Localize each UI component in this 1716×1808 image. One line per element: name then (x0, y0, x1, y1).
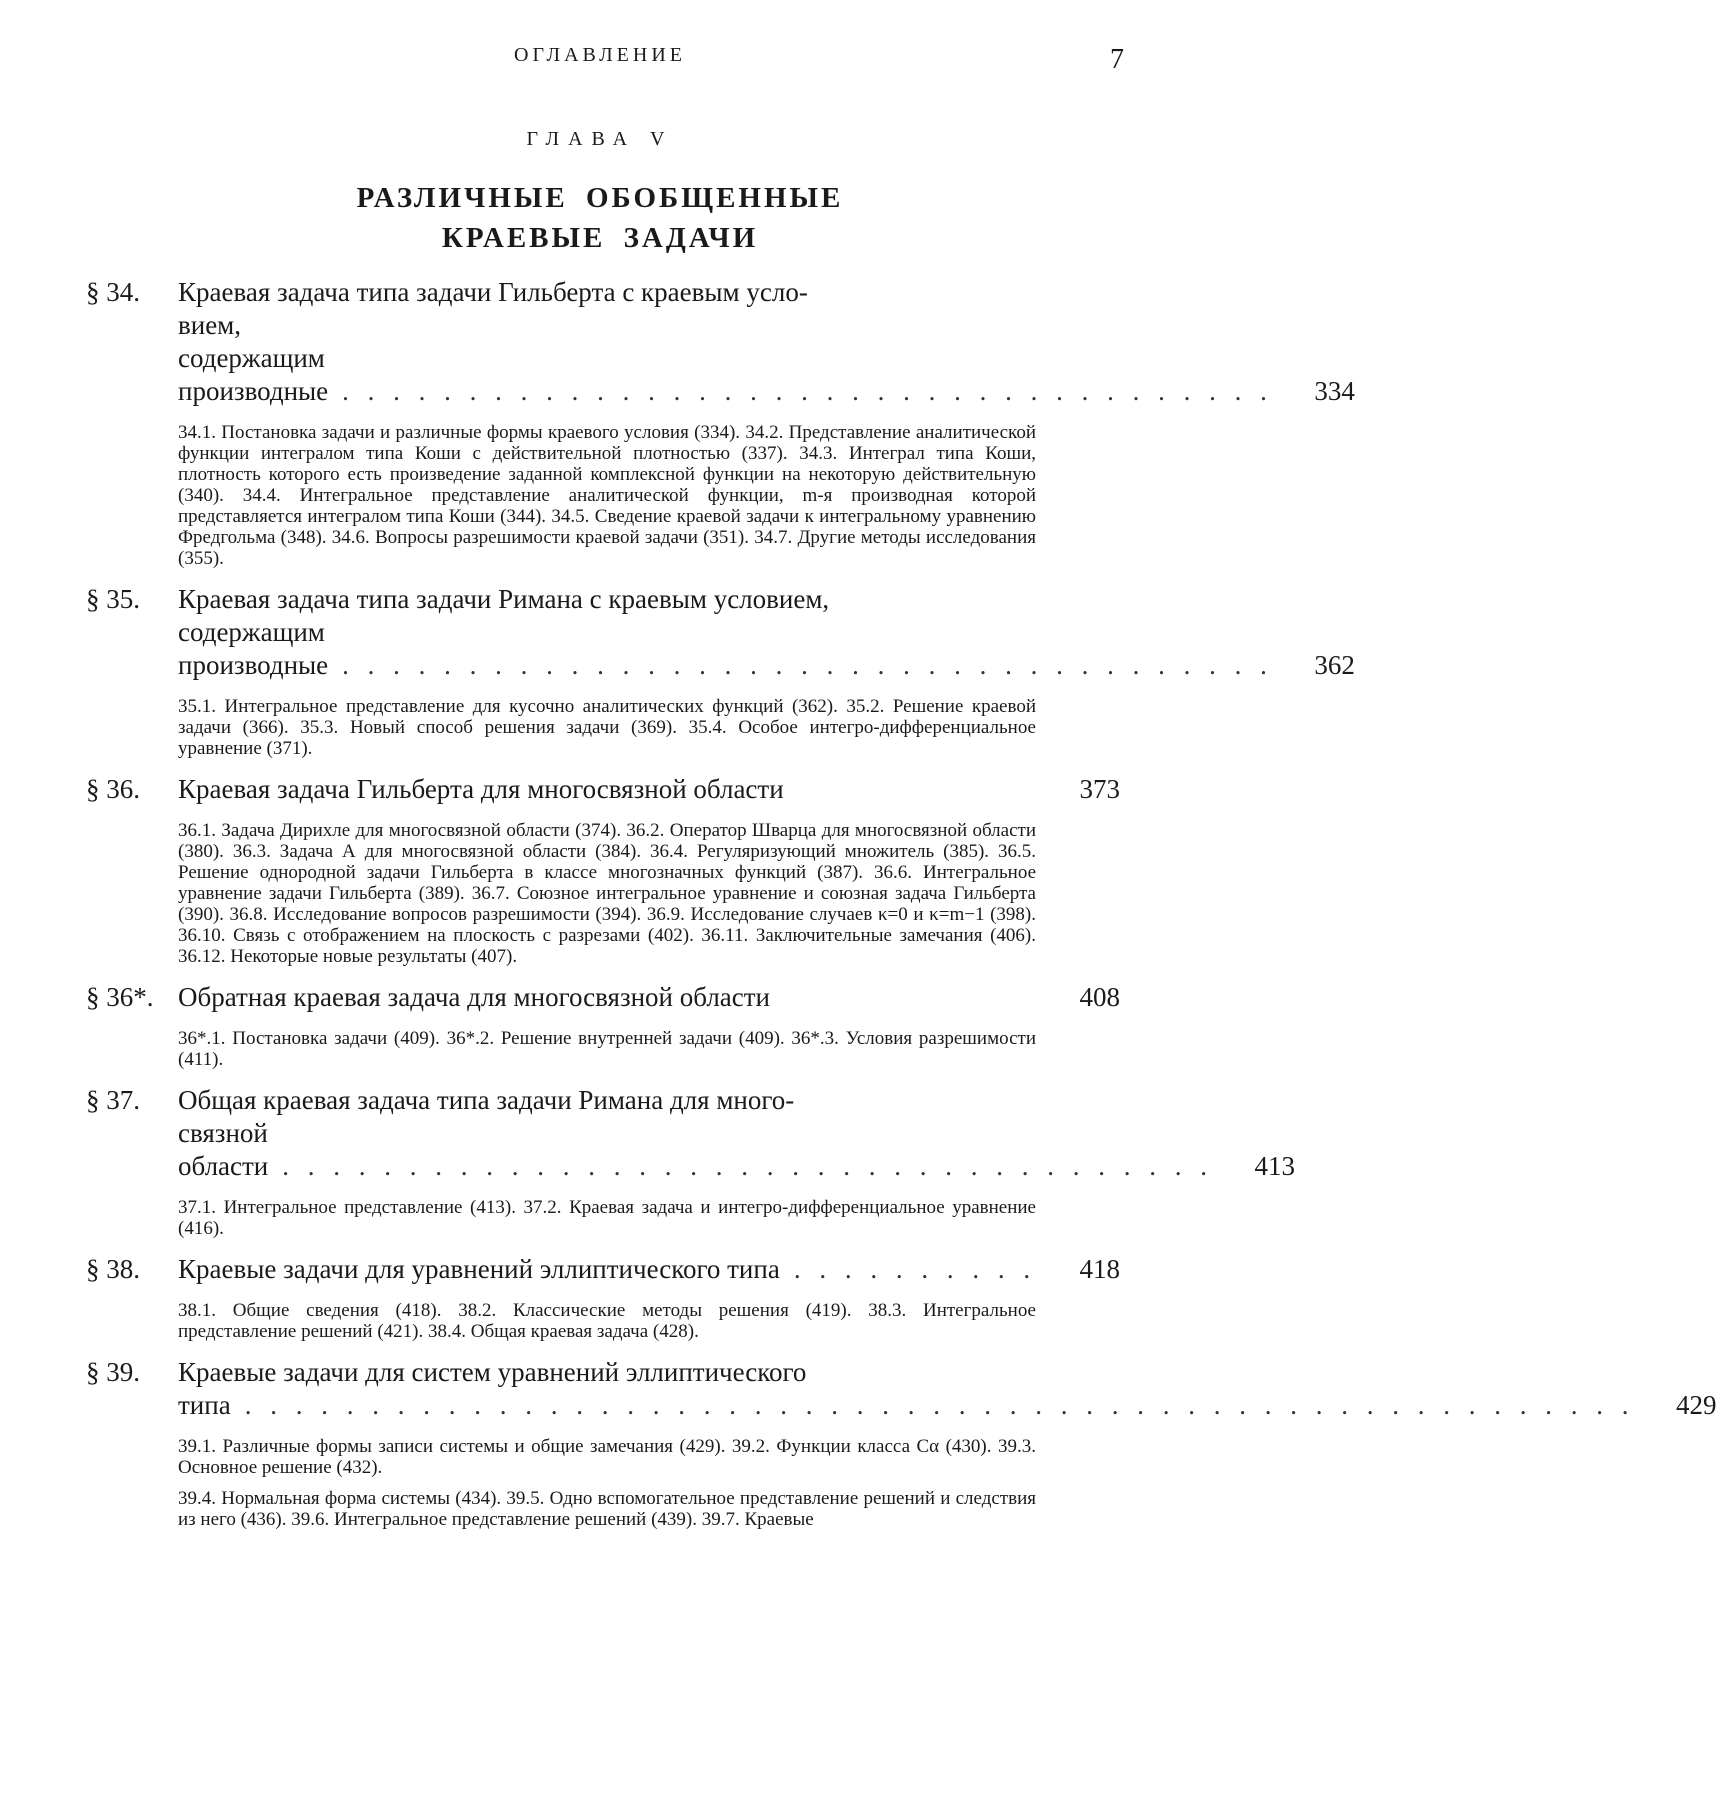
section-subtopics: 36.1. Задача Дирихле для многосвязной области (374). 36.2. Оператор Шварца для многосвязной области (380). 36.3. Задача А для многосвязной области (384). 36.4. Регуляризующий множитель (385). 36.5. Решение однородной задачи Гильберта в классе многозначных функций (387). 36.6. Интегральное уравнение задачи Гильберта (389). 36.7. Союзное интегральное уравнение и союзная задача Гильберта (390). 36.8. Исследование вопросов разрешимости (394). 36.9. Исследование случаев κ=0 и κ=m−1 (398). 36.10. Связь с отображением на плоскость с разрезами (402). 36.11. Заключительные замечания (406). 36.12. Некоторые новые результаты (407). (178, 820, 1036, 967)
section-page: 334 (1314, 376, 1355, 406)
section-heading[interactable] (86, 773, 1126, 806)
section-title-line: Краевые задачи для уравнений эллиптического типа (178, 1254, 780, 1284)
dot-leader: . . . . . . . . . . . . . . . . . . . . . . . . . . . . . . . . . . . . . (342, 376, 1273, 406)
toc-sections (86, 276, 1716, 1544)
section-title-line: Краевые задачи для систем уравнений эллиптического (178, 1357, 807, 1387)
section-subtopics: 36*.1. Постановка задачи (409). 36*.2. Решение внутренней задачи (409). 36*.3. Условия разрешимости (411). (178, 1028, 1036, 1070)
toc-section-36 (86, 773, 1126, 967)
section-page: 418 (1079, 1254, 1120, 1284)
section-heading[interactable] (86, 276, 1355, 408)
section-heading[interactable] (86, 1253, 1126, 1286)
section-title (178, 1356, 1716, 1422)
toc-section-39 (86, 1356, 1716, 1530)
section-heading[interactable] (86, 1356, 1716, 1422)
section-title (178, 583, 1355, 682)
running-title: ОГЛАВЛЕНИЕ (514, 44, 686, 66)
chapter-title-line: КРАЕВЫЕ ЗАДАЧИ (441, 222, 759, 254)
section-title-line: Обратная краевая задача для многосвязной области (178, 982, 771, 1012)
section-title-line: Краевая задача Гильберта для многосвязной области (178, 774, 784, 804)
section-number: § 39. (86, 1357, 140, 1387)
section-heading[interactable] (86, 583, 1355, 682)
chapter-title-line: РАЗЛИЧНЫЕ ОБОБЩЕННЫЕ (356, 182, 844, 214)
section-number: § 36. (86, 774, 140, 804)
section-title-last-line (178, 981, 1120, 1014)
page-number: 7 (1110, 44, 1124, 75)
section-title-last-line (178, 1117, 1296, 1183)
section-number: § 38. (86, 1254, 140, 1284)
chapter-title (0, 178, 1200, 258)
section-title-last-line (178, 616, 1355, 682)
section-title-line: Краевая задача типа задачи Римана с краевым условием, (178, 584, 830, 614)
toc-section-34 (86, 276, 1355, 569)
section-page: 429 (1675, 1390, 1716, 1420)
section-page: 413 (1254, 1151, 1296, 1181)
section-number: § 35. (86, 584, 140, 614)
section-number: § 36*. (86, 982, 154, 1012)
dot-leader: . . . . . . . . . . . . . . . . . . . . . . . . . . . . . . . . . . . . . (282, 1151, 1214, 1181)
section-subtopics-continued: 39.4. Нормальная форма системы (434). 39.5. Одно вспомогательное представление решений и следствия из него (436). 39.6. Интегральное представление решений (439). 39.7. Краевые (178, 1488, 1036, 1530)
section-page: 408 (1079, 982, 1120, 1012)
section-title (178, 773, 1120, 806)
section-number: § 34. (86, 277, 140, 307)
section-title (178, 1084, 1296, 1183)
section-title-line: Общая краевая задача типа задачи Римана для много- (178, 1085, 795, 1115)
dot-leader: . . . . . . . . . . . . . . . . . . . . . . . . . . . . . . . . . . . . . (342, 650, 1273, 680)
section-subtopics: 39.1. Различные формы записи системы и общие замечания (429). 39.2. Функции класса Cα (430). 39.3. Основное решение (432). (178, 1436, 1036, 1478)
section-number: § 37. (86, 1085, 140, 1115)
section-title (178, 981, 1120, 1014)
section-title (178, 1253, 1120, 1286)
dot-leader: . . . . . . . . . . (793, 1254, 1037, 1284)
section-heading[interactable] (86, 1084, 1296, 1183)
section-title (178, 276, 1355, 408)
toc-section-35 (86, 583, 1355, 759)
section-page: 362 (1314, 650, 1355, 680)
dot-leader: . . . . . . . . . . . . . . . . . . . . . . . . . . . . . . . . . . . . . . . . . . . . . . . . . . . . . . . (244, 1390, 1635, 1420)
toc-section-37 (86, 1084, 1296, 1239)
section-title-line: типа (178, 1390, 231, 1420)
section-subtopics: 38.1. Общие сведения (418). 38.2. Классические методы решения (419). 38.3. Интегральное представление решений (421). 38.4. Общая краевая задача (428). (178, 1300, 1036, 1342)
section-subtopics: 35.1. Интегральное представление для кусочно аналитических функций (362). 35.2. Решение краевой задачи (366). 35.3. Новый способ решения задачи (369). 35.4. Особое интегро-дифференциальное уравнение (371). (178, 696, 1036, 759)
section-page: 373 (1079, 774, 1120, 804)
section-title-line: Краевая задача типа задачи Гильберта с краевым усло- (178, 277, 808, 307)
section-title-line: содержащим производные (178, 617, 329, 680)
section-title-line: вием, содержащим производные (178, 310, 329, 406)
section-title-last-line (178, 1253, 1120, 1286)
section-subtopics: 37.1. Интегральное представление (413). 37.2. Краевая задача и интегро-дифференциальное уравнение (416). (178, 1197, 1036, 1239)
chapter-label: ГЛАВА V (526, 128, 674, 150)
section-subtopics: 34.1. Постановка задачи и различные формы краевого условия (334). 34.2. Представление аналитической функции интегралом типа Коши с действительной плотностью (337). 34.3. Интеграл типа Коши, плотность которого есть произведение заданной комплексной функции на некоторую действительную (340). 34.4. Интегральное представление аналитической функции, m-я производная которой представляется интегралом типа Коши (344). 34.5. Сведение краевой задачи к интегральному уравнению Фредгольма (348). 34.6. Вопросы разрешимости краевой задачи (351). 34.7. Другие методы исследования (355). (178, 422, 1036, 569)
section-heading[interactable] (86, 981, 1126, 1014)
section-title-line: связной области (178, 1118, 269, 1181)
toc-section-38 (86, 1253, 1126, 1342)
section-title-last-line (178, 309, 1355, 408)
toc-section-36-star (86, 981, 1126, 1070)
section-title-last-line (178, 1389, 1716, 1422)
section-title-last-line (178, 773, 1120, 806)
